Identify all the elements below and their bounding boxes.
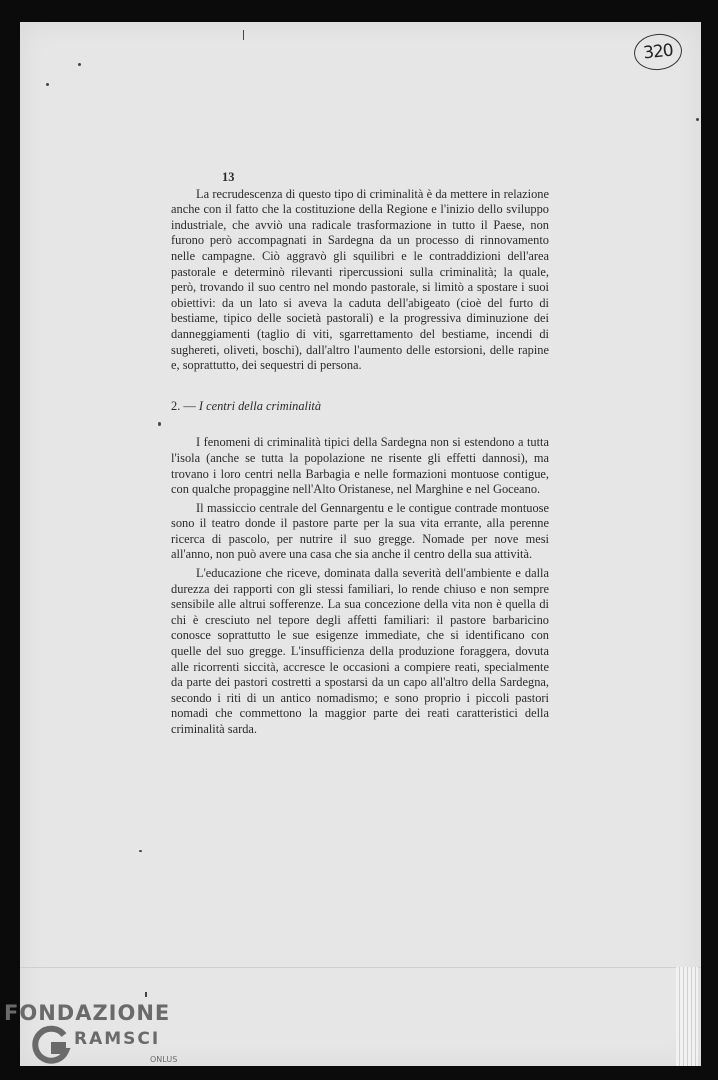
watermark-line-2: RAMSCI <box>74 1029 161 1049</box>
g-logo-icon <box>32 1025 72 1065</box>
document-body <box>171 170 549 738</box>
section-heading-title: I centri della criminalità <box>198 398 322 413</box>
paragraph: Il massiccio centrale del Gennargentu e le contigue contrade montuose sono il teatro donde il pastore parte per la sua vita errante, alla perenne ricerca di pascolo, per nutrire il suo gregge. Nomade per nove mesi all'anno, non può avere una casa che sia anche il centro della sua attività. <box>171 500 549 562</box>
watermark-line-3: ONLUS <box>150 1055 178 1064</box>
scan-speck <box>158 422 161 426</box>
scan-speck <box>139 850 142 852</box>
page-edge-line <box>20 967 701 968</box>
scan-speck <box>243 30 244 40</box>
scan-speck <box>696 118 699 121</box>
watermark-line-1: FONDAZIONE <box>4 1001 171 1025</box>
scan-speck <box>46 83 49 86</box>
stacked-pages-edge <box>676 967 698 1066</box>
paragraph: L'educazione che riceve, dominata dalla severità dell'ambiente e dalla durezza dei rapporti con gli stessi familiari, lo rende chiuso e non sempre sensibile alle altrui sofferenze. La sua concezione della vita non è quella di chi è cresciuto nel tepore degli affetti familiari: il pastore barbaricino conosce soprattutto le sue esigenze immediate, che si identificano con quelle del suo gregge. L'insufficienza della produzione foraggera, dovuta alle ricorrenti siccità, accresce le occasioni a compiere reati, specialmente da parte dei pastori costretti a spostarsi da un capo all'altro della Sardegna, secondo i riti di un antico nomadismo; e sono proprio i piccoli pastori nomadi che commettono la maggior parte dei reati caratteristici della criminalità sarda. <box>171 566 549 736</box>
page-number-stamp-text: 320 <box>642 40 674 64</box>
paragraph: La recrudescenza di questo tipo di criminalità è da mettere in relazione anche con il fatto che la costituzione della Regione e l'inizio dello sviluppo industriale, che avviò una radicale trasformazione in tutto il Paese, non furono però accompagnati in Sardegna da un processo di rinnovamento nelle campagne. Ciò aggravò gli squilibri e le contraddizioni dell'area pastorale e determinò rilevanti ripercussioni sulla criminalità; la quale, però, trovando il suo centro nel mondo pastorale, si limitò a spostare i suoi obiettivi: da un lato si aveva la caduta dell'abigeato (cioè del furto di bestiame, tipico delle società pastorali) e la progressiva diminuzione dei danneggiamenti (taglio di viti, sgarrettamento del bestiame, incendi di sughereti, oliveti, boschi), dall'altro l'aumento delle estorsioni, delle rapine e, soprattutto, dei sequestri di persona. <box>171 186 549 373</box>
watermark-logo <box>4 1001 184 1073</box>
section-heading-number: 2. — <box>171 398 196 413</box>
section-heading <box>171 399 549 415</box>
section-number: 13 <box>222 170 235 184</box>
scan-speck <box>145 992 147 997</box>
paragraph: I fenomeni di criminalità tipici della Sardegna non si estendono a tutta l'isola (anche se tutta la popolazione ne risente gli effetti dannosi), ma trovano i loro centri nella Barbagia e nelle formazioni montuose contigue, con qualche propaggine nell'Alto Oristanese, nel Marghine e nel Goceano. <box>171 435 549 497</box>
scan-speck <box>78 63 81 66</box>
